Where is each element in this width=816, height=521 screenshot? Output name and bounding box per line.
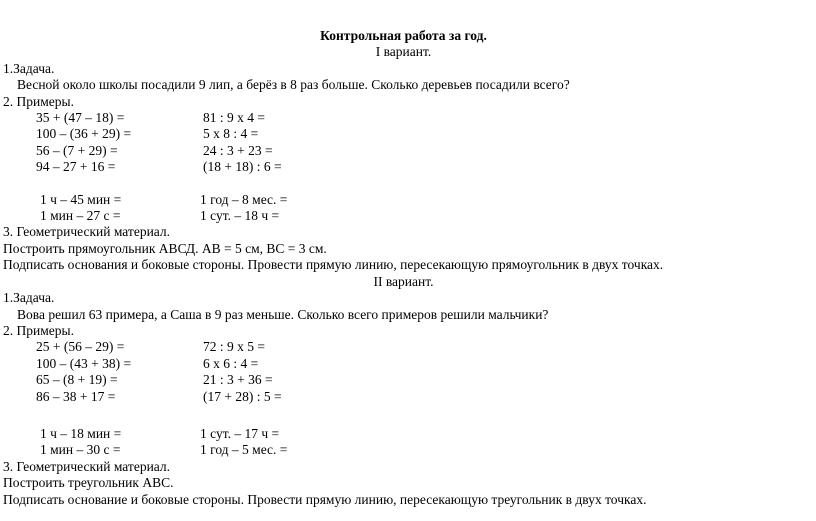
variant-2-section (3, 274, 804, 508)
time-example-left: 1 мин – 27 с = (40, 208, 121, 224)
example-row (3, 110, 804, 126)
geometry-line: Подписать основания и боковые стороны. Провести прямую линию, пересекающую прямоугольник в двух точках. (3, 257, 664, 273)
example-row (3, 389, 804, 405)
time-example-right: 1 сут. – 17 ч = (200, 425, 280, 441)
example-left: 56 – (7 + 29) = (36, 142, 118, 158)
variant-1-task-text: Весной около школы посадили 9 лип, а берёз в 8 раз больше. Сколько деревьев посадили всего? (17, 77, 570, 93)
geometry-line: Построить прямоугольник АВСД. АВ = 5 см, ВС = 3 см. (3, 240, 327, 256)
example-row (3, 159, 804, 175)
variant-2-task-text: Вова решил 63 примера, а Саша в 9 раз меньше. Сколько всего примеров решили мальчики? (17, 306, 549, 322)
document-title: Контрольная работа за год. (320, 28, 487, 43)
time-example-left: 1 ч – 45 мин = (40, 191, 122, 207)
example-row (3, 356, 804, 372)
example-left: 35 + (47 – 18) = (36, 110, 125, 126)
variant-1-heading: I вариант. (375, 44, 432, 60)
example-left: 25 + (56 – 29) = (36, 339, 125, 355)
example-right: (18 + 18) : 6 = (203, 159, 282, 175)
example-left: 100 – (43 + 38) = (36, 355, 132, 371)
example-row (3, 339, 804, 355)
example-left: 94 – 27 + 16 = (36, 159, 116, 175)
variant-1-section (3, 44, 804, 273)
time-example-right: 1 год – 5 мес. = (200, 442, 288, 458)
variant-2-examples-label: 2. Примеры. (3, 322, 74, 338)
time-example-row (3, 208, 804, 224)
time-example-left: 1 мин – 30 с = (40, 442, 121, 458)
example-right: 81 : 9 х 4 = (203, 110, 265, 126)
time-example-row (3, 442, 804, 458)
time-example-row (3, 192, 804, 208)
example-left: 65 – (8 + 19) = (36, 372, 118, 388)
variant-1-task-label: 1.Задача. (3, 60, 55, 76)
variant-1-examples-label: 2. Примеры. (3, 93, 74, 109)
example-right: 72 : 9 х 5 = (203, 339, 265, 355)
time-example-row (3, 426, 804, 442)
example-right: (17 + 28) : 5 = (203, 388, 282, 404)
geometry-line: Построить треугольник АВС. (3, 475, 174, 491)
example-right: 24 : 3 + 23 = (203, 142, 273, 158)
variant-1-geometry-label: 3. Геометрический материал. (3, 224, 171, 240)
example-right: 5 х 8 : 4 = (203, 126, 259, 142)
example-row (3, 126, 804, 142)
example-right: 6 х 6 : 4 = (203, 355, 259, 371)
variant-2-heading: II вариант. (373, 273, 434, 289)
example-row (3, 143, 804, 159)
example-right: 21 : 3 + 36 = (203, 372, 273, 388)
time-example-left: 1 ч – 18 мин = (40, 425, 122, 441)
variant-2-geometry-label: 3. Геометрический материал. (3, 458, 171, 474)
example-left: 86 – 38 + 17 = (36, 388, 116, 404)
time-example-right: 1 год – 8 мес. = (200, 191, 288, 207)
example-row (3, 372, 804, 388)
example-left: 100 – (36 + 29) = (36, 126, 132, 142)
variant-2-task-label: 1.Задача. (3, 290, 55, 306)
geometry-line: Подписать основание и боковые стороны. Провести прямую линию, пересекающую треугольник в двух точках. (3, 491, 647, 507)
time-example-right: 1 сут. – 18 ч = (200, 208, 280, 224)
